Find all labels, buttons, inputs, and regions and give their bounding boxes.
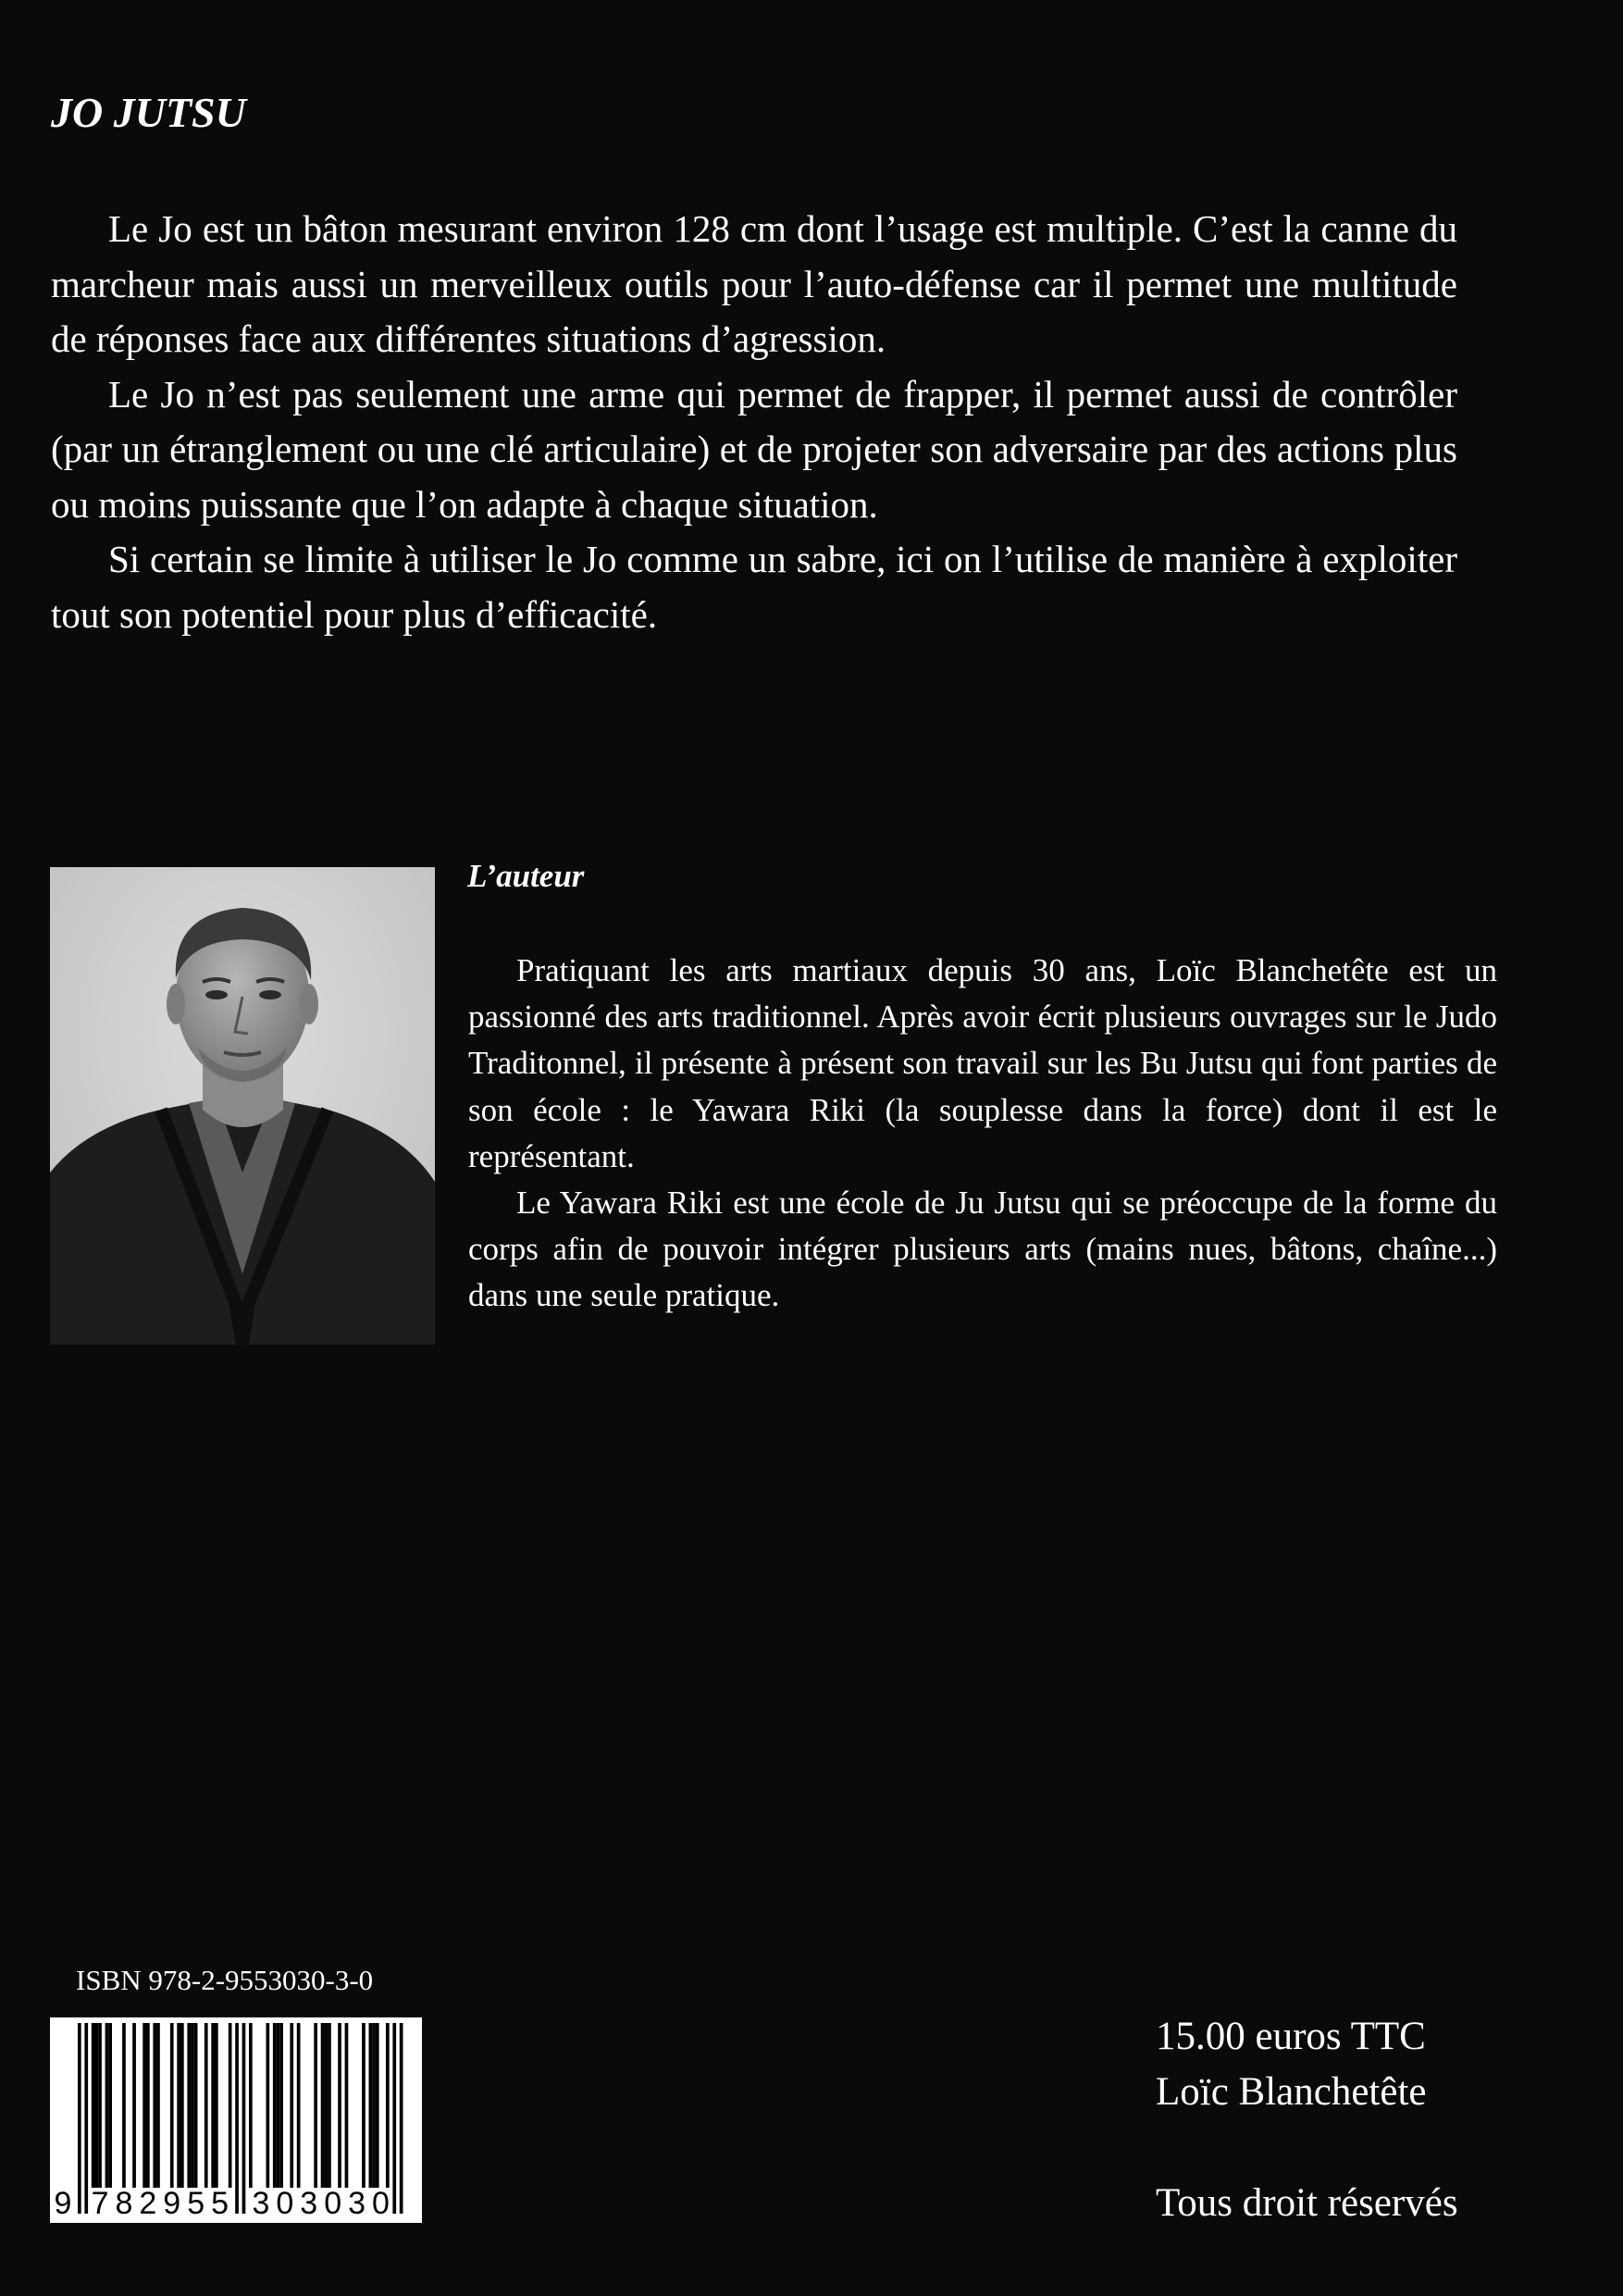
barcode-bar (345, 2023, 349, 2188)
barcode-bar (376, 2023, 379, 2188)
barcode-digit: 9 (54, 2186, 72, 2221)
barcode-bar (338, 2023, 341, 2188)
barcode-bar (235, 2023, 239, 2214)
barcode-digit: 5 (187, 2186, 205, 2221)
barcode-digit: 5 (211, 2186, 229, 2221)
barcode-bar (279, 2023, 283, 2188)
barcode-bar (277, 2023, 280, 2188)
barcode-bar (132, 2023, 136, 2188)
barcode-bar (290, 2023, 293, 2188)
barcode-bar (142, 2023, 146, 2188)
barcode-bar (204, 2023, 208, 2188)
barcode-bar (122, 2023, 126, 2188)
barcode-bar (156, 2023, 160, 2188)
barcode-bar (273, 2023, 277, 2188)
barcode-digit: 7 (91, 2186, 109, 2221)
barcode-bar (321, 2023, 325, 2188)
barcode-bar (392, 2023, 396, 2214)
author-bio-paragraph: Le Yawara Riki est une école de Ju Jutsu qui se préoccupe de la forme du corps afin de pouvoir intégrer plusieurs arts (mains nues, bâtons, chaîne...) dans une seule pratique. (468, 1185, 1497, 1314)
barcode-digit: 0 (324, 2186, 342, 2221)
barcode-bar (84, 2023, 88, 2214)
barcode-bar (297, 2023, 301, 2188)
barcode-bar (153, 2023, 156, 2188)
barcode-bar (92, 2023, 95, 2188)
author-photo (50, 867, 435, 1345)
barcode-bar (242, 2023, 246, 2214)
author-bio-paragraph: Pratiquant les arts martiaux depuis 30 ans, Loïc Blanchetête est un passionné des arts traditionnel. Après avoir écrit plusieurs ouvrages sur le Judo Traditonnel, il présente à présent son travail sur les Bu Jutsu qui font parties de son école : le Yawara Riki (la souplesse dans la force) dont il est le représentant. (468, 952, 1497, 1174)
barcode (50, 2017, 422, 2223)
barcode-bar (328, 2023, 331, 2188)
description-paragraph: Le Jo n’est pas seulement une arme qui permet de frapper, il permet aussi de contrôler (par un étranglement ou une clé articulaire) et de projeter son adversaire par des actions plus ou moins puissante que l’on adapte à chaque situation. (51, 372, 1457, 526)
barcode-bar (105, 2023, 109, 2188)
barcode-bar (249, 2023, 253, 2188)
barcode-bar (146, 2023, 150, 2188)
description-paragraph: Le Jo est un bâton mesurant environ 128 cm dont l’usage est multiple. C’est la canne du marcheur mais aussi un merveilleux outils pour l’auto-défense car il permet une multitude de réponses face aux différentes situations d’agression. (51, 207, 1457, 360)
barcode-bar (95, 2023, 99, 2188)
barcode-bar (191, 2023, 194, 2188)
barcode-digit: 8 (115, 2186, 133, 2221)
barcode-bar (98, 2023, 102, 2188)
barcode-bar (369, 2023, 373, 2188)
barcode-bar (177, 2023, 180, 2188)
book-description (51, 202, 1457, 642)
barcode-digit: 3 (348, 2186, 366, 2221)
barcode-bar (229, 2023, 232, 2188)
book-title: JO JUTSU (51, 89, 246, 136)
barcode-bar (180, 2023, 184, 2188)
barcode-bar (386, 2023, 390, 2188)
barcode-bar (215, 2023, 218, 2188)
barcode-digit: 3 (252, 2186, 270, 2221)
barcode-digit: 9 (163, 2186, 181, 2221)
barcode-digit: 0 (371, 2186, 390, 2221)
barcode-bar (194, 2023, 198, 2188)
barcode-bar (324, 2023, 328, 2188)
barcode-bar (362, 2023, 365, 2188)
barcode-bar (187, 2023, 191, 2188)
rights-notice: Tous droit réservés (1156, 2181, 1458, 2225)
barcode-bar (211, 2023, 215, 2188)
author-name: Loïc Blanchetête (1156, 2070, 1427, 2114)
barcode-bar (78, 2023, 81, 2214)
barcode-digit: 2 (139, 2186, 157, 2221)
barcode-bar (372, 2023, 376, 2188)
author-heading: L’auteur (467, 858, 585, 894)
barcode-graphic (50, 2017, 422, 2223)
price: 15.00 euros TTC (1156, 2015, 1426, 2058)
barcode-bar (266, 2023, 270, 2188)
barcode-digit: 0 (276, 2186, 294, 2221)
barcode-bar (400, 2023, 403, 2214)
barcode-bar (108, 2023, 112, 2188)
isbn: ISBN 978-2-9553030-3-0 (76, 1964, 374, 1996)
author-bio (468, 948, 1497, 1320)
barcode-digit: 3 (300, 2186, 318, 2221)
barcode-bar (314, 2023, 317, 2188)
description-paragraph: Si certain se limite à utiliser le Jo comme un sabre, ici on l’utilise de manière à exploiter tout son potentiel pour plus d’efficacité. (51, 538, 1457, 636)
barcode-bar (170, 2023, 174, 2188)
